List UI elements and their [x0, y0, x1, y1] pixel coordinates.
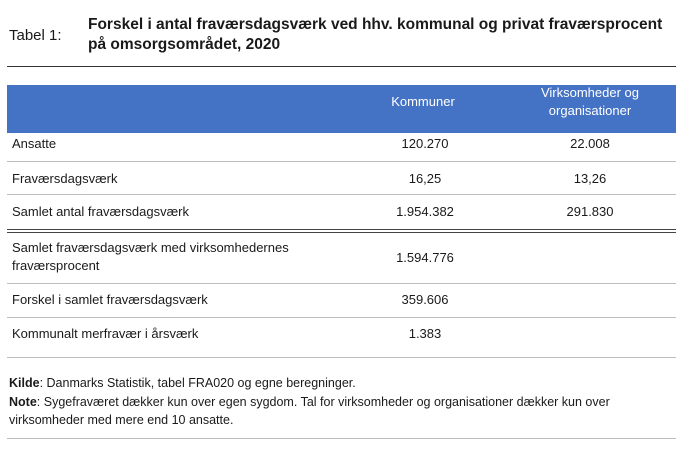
cell-kommuner-ansatte: 120.270 — [401, 136, 449, 151]
row-label-ansatte: Ansatte — [12, 136, 57, 151]
source-label: Kilde — [9, 376, 40, 390]
section-divider — [7, 232, 676, 233]
row-divider — [7, 194, 676, 195]
row-label-samlet-antal: Samlet antal fraværsdagsværk — [12, 204, 190, 219]
table-caption-title: Forskel i antal fraværsdagsværk ved hhv. kommunal og privat fraværsprocent på omsorgsområdet, 2020 — [88, 16, 663, 53]
row-label-virksomhedernes-procent: Samlet fraværsdagsværk med virksomhedernes fraværsprocent — [12, 240, 289, 273]
caption-divider — [7, 66, 676, 67]
cell-kommuner-samlet-antal: 1.954.382 — [396, 204, 454, 219]
row-label-forskel: Forskel i samlet fraværsdagsværk — [12, 292, 208, 307]
cell-virksomheder-ansatte: 22.008 — [570, 136, 610, 151]
cell-virksomheder-fravaersdagsvaerk: 13,26 — [573, 171, 607, 186]
note-label: Note — [9, 394, 37, 409]
notes-bottom-divider — [7, 438, 676, 439]
source-note — [9, 374, 679, 393]
row-label-merfravaer: Kommunalt merfravær i årsværk — [12, 326, 199, 341]
column-header-kommuner: Kommuner — [391, 94, 455, 109]
table-notes — [9, 374, 679, 430]
cell-kommuner-virksomhedernes-procent: 1.594.776 — [396, 250, 454, 265]
cell-virksomheder-samlet-antal: 291.830 — [566, 204, 614, 219]
note-text: : Sygefraværet dækker kun over egen sygdom. Tal for virksomheder og organisationer dækker kun over virksomheder med mere end 10 ansatte. — [9, 394, 610, 427]
table-bottom-divider — [7, 357, 676, 358]
section-divider — [7, 229, 676, 230]
table-caption-label: Tabel 1: — [9, 27, 62, 44]
row-divider — [7, 317, 676, 318]
note-text-block — [9, 393, 679, 430]
column-header-virksomheder: Virksomheder og organisationer — [540, 85, 640, 118]
source-text: : Danmarks Statistik, tabel FRA020 og egne beregninger. — [39, 376, 356, 390]
row-label-fravaersdagsvaerk: Fraværsdagsværk — [12, 171, 118, 186]
row-divider — [7, 161, 676, 162]
cell-kommuner-forskel: 359.606 — [401, 292, 449, 307]
cell-kommuner-merfravaer: 1.383 — [408, 326, 442, 341]
cell-kommuner-fravaersdagsvaerk: 16,25 — [408, 171, 442, 186]
row-divider — [7, 283, 676, 284]
